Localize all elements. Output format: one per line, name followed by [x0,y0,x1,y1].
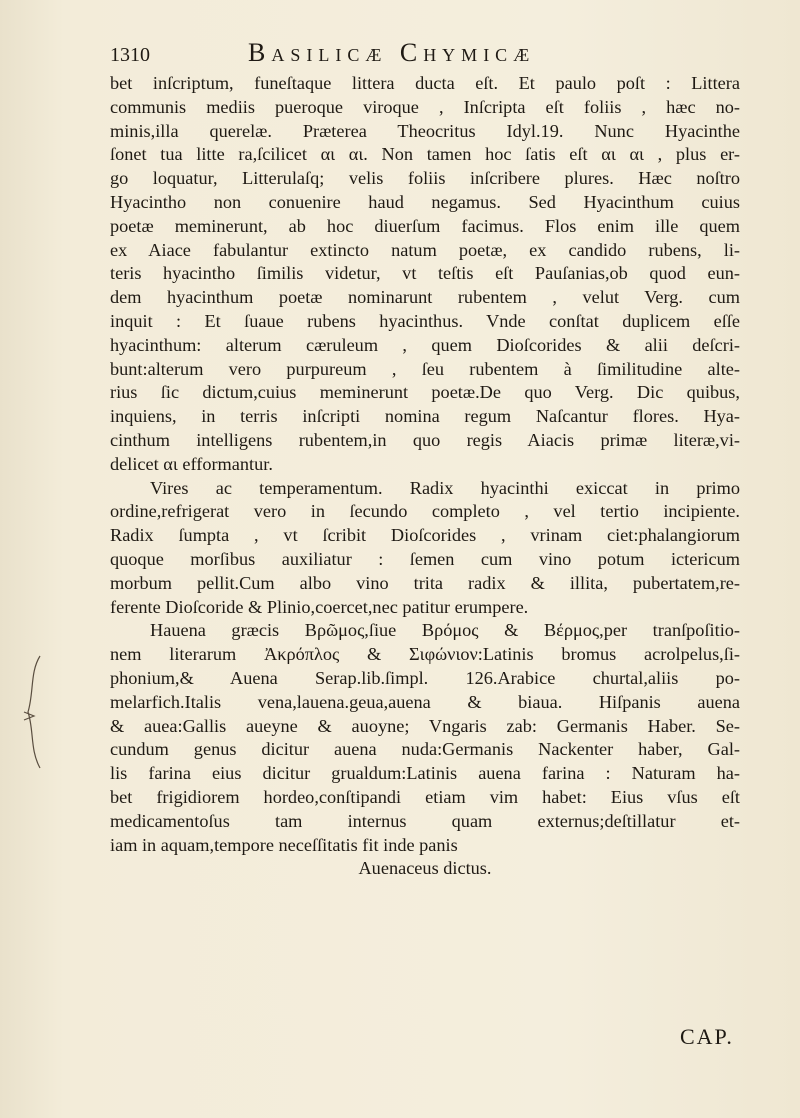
paragraph [110,477,740,620]
text-line: nem literarum Ἀκρόπλος & Σιφώνιον:Latinis bromus acrolpelus,ſi- [110,644,740,665]
text-line: ſonet tua litte ra,ſcilicet αι αι. Non tamen hoc ſatis eſt αι αι , plus er- [110,144,740,165]
paragraph [110,619,740,857]
text-line: teris hyacintho ſimilis videtur, vt teſtis eſt Pauſanias,ob quod eun- [110,263,740,284]
text-line: iam in aquam,tempore neceſſitatis fit inde panis [110,834,458,855]
text-line: inquit : Et ſuaue rubens hyacinthus. Vnde conſtat duplicem eſſe [110,310,740,331]
text-line: ex Aiace fabulantur extincto natum poetæ, ex candido rubens, li- [110,239,740,260]
text-line: Hauena græcis Βρῶμος,ſiue Βρόμος & Βέρμος,per tranſpoſitio- [150,620,740,641]
text-line: bunt:alterum vero purpureum , ſeu rubentem à ſimilitudine alte- [110,358,740,379]
text-line: dem hyacinthum poetæ nominarunt rubentem , velut Verg. cum [110,287,740,308]
paragraph [110,72,740,477]
text-line: Hyacintho non conuenire haud negamus. Sed Hyacinthum cuius [110,191,740,212]
text-line: morbum pellit.Cum albo vino trita radix & illita, pubertatem,re- [110,572,740,593]
text-line: cundum genus dicitur auena nuda:Germanis Nackenter haber, Gal- [110,739,740,760]
text-line: & auea:Gallis aueyne & auoyne; Vngaris zab: Germanis Haber. Se- [110,715,740,736]
page-header [110,34,740,74]
margin-bracket-mark [20,652,48,772]
text-line: minis,illa querelæ. Præterea Theocritus Idyl.19. Nunc Hyacinthe [110,120,740,141]
text-line: Vires ac temperamentum. Radix hyacinthi exiccat in primo [150,477,740,498]
page-number: 1310 [110,44,150,66]
text-line: ferente Dioſcoride & Plinio,coercet,nec patitur erumpere. [110,596,529,617]
text-line: bet frigidiorem hordeo,conſtipandi etiam vim habet: Eius vſus eſt [110,786,740,807]
text-line: Auenaceus dictus. [358,858,492,879]
text-line: inquiens, in terris inſcripti nomina regum Naſcantur flores. Hya- [110,406,740,427]
text-line: ordine,refrigerat vero in ſecundo completo , vel tertio incipiente. [110,501,740,522]
text-line: poetæ meminerunt, ab hoc diuerſum facimus. Flos enim ille quem [110,215,740,236]
text-line: phonium,& Auena Serap.lib.ſimpl. 126.Arabice churtal,aliis po- [110,667,740,688]
body-text [110,72,740,881]
running-title: Basilicæ Chymicæ [248,38,536,67]
paragraph [110,857,740,881]
text-line: medicamentoſus tam internus quam externus;deſtillatur et- [110,810,740,831]
text-line: go loquatur, Litterulaſq; velis foliis inſcribere plures. Hæc noſtro [110,168,740,189]
catchword: CAP. [680,1024,734,1049]
text-line: rius ſic dictum,cuius meminerunt poetæ.De quo Verg. Dic quibus, [110,382,740,403]
text-line: Radix ſumpta , vt ſcribit Dioſcorides , vrinam ciet:phalangiorum [110,525,740,546]
text-line: melarfich.Italis vena,lauena.geua,auena & biaua. Hiſpanis auena [110,691,740,712]
text-line: delicet αι efformantur. [110,453,273,474]
text-line: cinthum intelligens rubentem,in quo regis Aiacis primæ literæ,vi- [110,429,740,450]
text-line: communis mediis pueroque viroque , Inſcripta eſt foliis , hæc no- [110,96,740,117]
text-line: hyacinthum: alterum cæruleum , quem Dioſcorides & alii deſcri- [110,334,740,355]
text-line: bet inſcriptum, funeſtaque littera ducta eſt. Et paulo poſt : Littera [110,73,740,93]
text-line: lis farina eius dicitur grualdum:Latinis auena farina : Naturam ha- [110,763,740,784]
text-line: quoque morſibus auxiliatur : ſemen cum vino potum ictericum [110,548,740,569]
